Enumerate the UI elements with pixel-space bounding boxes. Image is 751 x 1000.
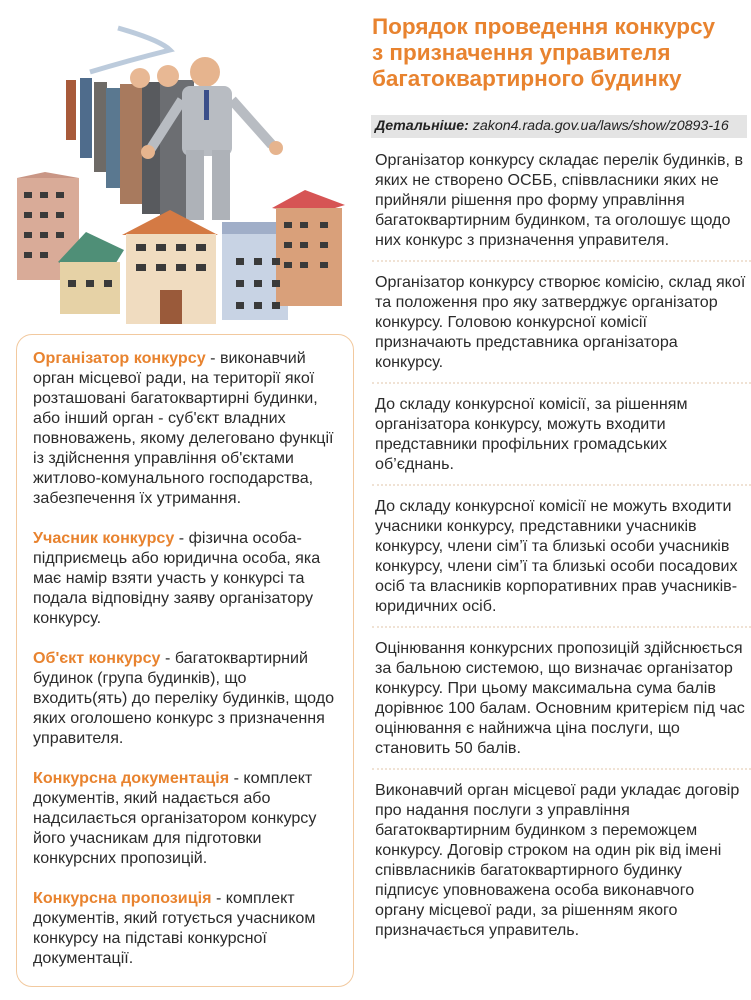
definition-item (33, 888, 343, 968)
definition-item (33, 648, 343, 748)
definition-item (33, 768, 343, 868)
step-paragraph: Організатор конкурсу складає перелік будинків, в яких не створено ОСББ, співвласники яких не прийняли рішення про форму управління багатоквартирним будинком, та оголошує щодо них конкурс з призначення управителя. (372, 150, 751, 262)
title-line: з призначення управителя (372, 40, 671, 65)
definition-term: Конкурсна пропозиція (33, 889, 212, 907)
definition-term: Конкурсна документація (33, 769, 230, 787)
step-paragraph: До складу конкурсної комісії не можуть входити учасники конкурсу, представники учасників конкурсу, члени сім’ї та близькі особи учасників конкурсу, члени сім’ї та близькі особи посадових осіб та власників корпоративних прав учасників-юридичних осіб. (372, 496, 751, 628)
details-link-bar (371, 115, 747, 138)
details-link[interactable]: zakon4.rada.gov.ua/laws/show/z0893-16 (472, 118, 729, 134)
step-paragraph: Організатор конкурсу створює комісію, склад якої та положення про яку затверджує організатор конкурсу. Головою конкурсної комісії призначають представника організатора конкурсу. (372, 272, 751, 384)
definition-text: - багатоквартирний будинок (група будинків), що входить(ять) до переліку будинків, щодо яких оголошено конкурс з призначення управителя. (33, 649, 335, 747)
definition-item (33, 528, 343, 628)
page-title (372, 14, 747, 92)
step-paragraph: Оцінювання конкурсних пропозицій здійснюється за бальною системою, що визначає організатор конкурсу. При цьому максимальна сума балів дорівнює 100 балам. Основним критерієм під час оцінювання є найнижча ціна послуги, що становить 50 балів. (372, 638, 751, 770)
definition-text: - комплект документів, який надається або надсилається організатором конкурсу його учасникам для підготовки конкурсних пропозицій. (33, 769, 317, 867)
definitions-box (16, 334, 354, 987)
step-paragraph: До складу конкурсної комісії, за рішенням організатора конкурсу, можуть входити представники профільних громадських об’єднань. (372, 394, 751, 486)
definition-text: - комплект документів, який готується учасником конкурсу на підставі конкурсної документації. (33, 889, 316, 967)
people-queue-buildings-illustration (0, 0, 360, 330)
definition-text: - фізична особа-підприємець або юридична особа, яка має намір взяти участь у конкурсі та подала відповідну заяву організатору конкурсу. (33, 529, 321, 627)
title-line: багатоквартирного будинку (372, 66, 682, 91)
definition-term: Учасник конкурсу (33, 529, 175, 547)
definition-term: Об'єкт конкурсу (33, 649, 161, 667)
definition-term: Організатор конкурсу (33, 349, 206, 367)
title-line: Порядок проведення конкурсу (372, 14, 716, 39)
details-label: Детальніше: (375, 118, 469, 134)
definition-text: - виконавчий орган місцевої ради, на території якої розташовані багатоквартирні будинки, або інший орган - суб'єкт владних повноважень, якому делеговано функції із здійснення управління об'єктами житлово-комунального господарства, забезпечення їх утримання. (33, 349, 334, 507)
people-queue (66, 57, 283, 220)
procedure-steps (372, 150, 751, 960)
step-paragraph: Виконавчий орган місцевої ради укладає договір про надання послуги з управління багатоквартирним будинком з переможцем конкурсу. Договір строком на один рік від імені співвласників багатоквартирного будинку підписує уповноважена особа виконавчого органу місцевої ради, за рішенням якого призначається управитель. (375, 781, 740, 939)
definition-item (33, 348, 343, 508)
